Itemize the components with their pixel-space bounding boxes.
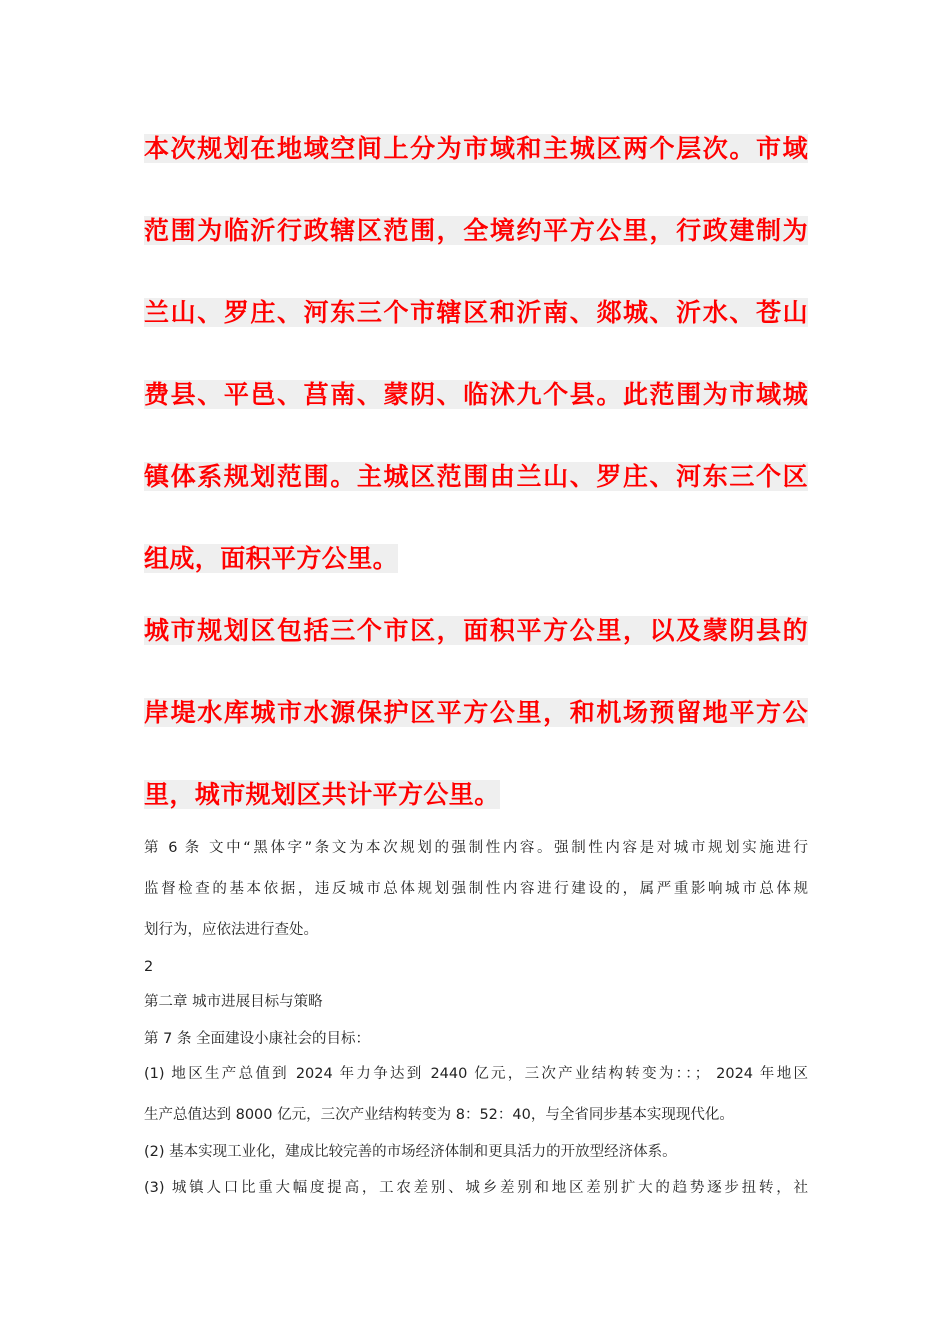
- text-line: 兰山、罗庄、河东三个市辖区和沂南、郯城、沂水、苍山: [144, 298, 808, 327]
- page-number: 2: [144, 959, 154, 975]
- chapter-title: 第二章 城市进展目标与策略: [144, 994, 323, 1010]
- text-line: 范围为临沂行政辖区范围，全境约平方公里，行政建制为: [144, 216, 808, 245]
- goal-item-3: [144, 1168, 808, 1209]
- text-line: 岸堤水库城市水源保护区平方公里，和机场预留地平方公: [144, 698, 808, 727]
- text-line: (3) 城镇人口比重大幅度提高，工农差别、城乡差别和地区差别扩大的趋势逐步扭转，社: [144, 1180, 808, 1196]
- goal-item-2: (2) 基本实现工业化，建成比较完善的市场经济体制和更具活力的开放型经济体系。: [144, 1144, 677, 1160]
- goal-item-1: [144, 1054, 808, 1136]
- text-line: (1) 地区生产总值到 2024 年力争达到 2440 亿元，三次产业结构转变为：：； 2024 年地区: [144, 1066, 808, 1082]
- article-7-title: 第 7 条 全面建设小康社会的目标：: [144, 1031, 371, 1047]
- text-line: 生产总值达到 8000 亿元，三次产业结构转变为 8：52：40，与全省同步基本实现现代化。: [144, 1107, 734, 1123]
- paragraph-planning-area: [144, 590, 808, 836]
- article-6: [144, 828, 808, 951]
- text-line: 组成，面积平方公里。: [144, 544, 399, 573]
- text-line: 城市规划区包括三个市区，面积平方公里，以及蒙阴县的: [144, 616, 808, 645]
- text-line: 划行为，应依法进行查处。: [144, 922, 318, 938]
- text-line: 费县、平邑、莒南、蒙阴、临沭九个县。此范围为市域城: [144, 380, 808, 409]
- text-line: 本次规划在地域空间上分为市域和主城区两个层次。市域: [144, 134, 808, 163]
- text-line: 第 6 条 文中“黑体字”条文为本次规划的强制性内容。强制性内容是对城市规划实施进行: [144, 840, 808, 856]
- paragraph-city-scope: [144, 108, 808, 600]
- text-line: 监督检查的基本依据，违反城市总体规划强制性内容进行建设的，属严重影响城市总体规: [144, 881, 808, 897]
- text-line: 里，城市规划区共计平方公里。: [144, 780, 500, 809]
- text-line: 镇体系规划范围。主城区范围由兰山、罗庄、河东三个区: [144, 462, 808, 491]
